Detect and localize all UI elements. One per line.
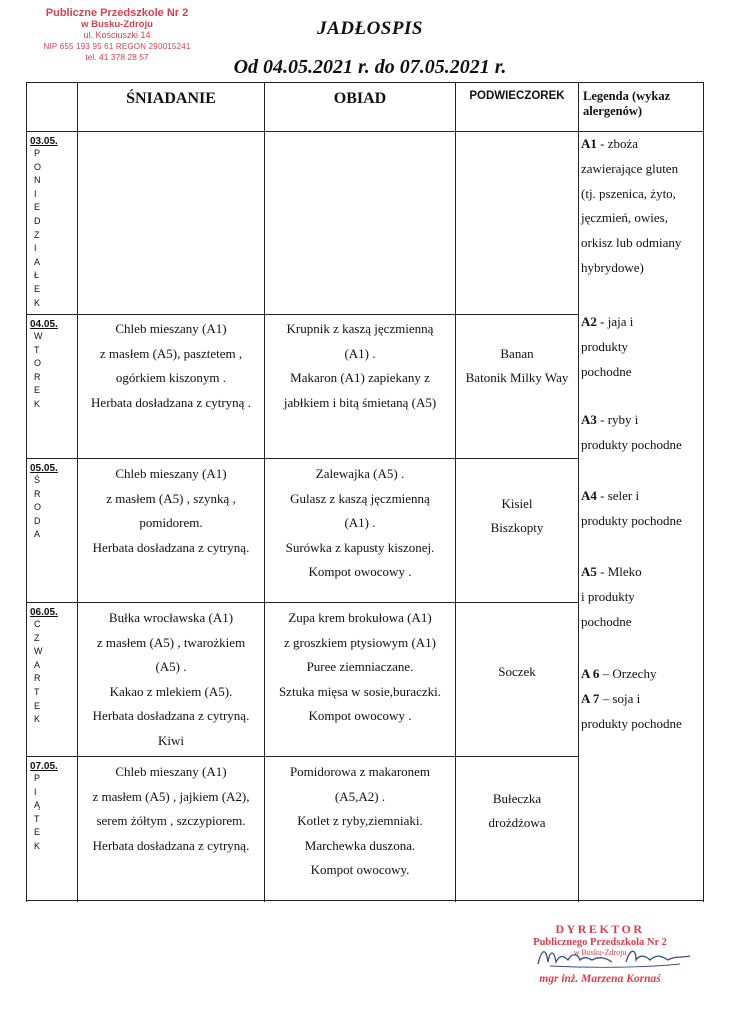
table-border-top [26,82,579,83]
legend-entry: A3 - ryby i produkty pochodne [581,412,682,452]
legend-entry: A 6 – Orzechy [581,666,657,681]
day-label: 06.05. C Z W A R T E K [30,607,70,727]
stamp-line-5: tel. 41 378 28 57 [85,52,149,62]
breakfast-cell: Chleb mieszany (A1) z masłem (A5) , szynką , pomidorem. Herbata dosładzana z cytryną. [92,466,250,555]
legend-entry: A5 - Mleko i produkty pochodne [581,564,642,629]
date-range: Od 04.05.2021 r. do 07.05.2021 r. [233,56,507,78]
stamp-line-3: ul. Kościuszki 14 [83,30,151,40]
day-date: 03.05. [30,136,58,147]
day-date: 07.05. [30,761,58,772]
day-label: 05.05. Ś R O D A [30,463,70,542]
header-lunch: OBIAD [333,90,387,107]
header-legend: Legenda (wykaz alergenów) [583,89,671,118]
handwritten-signature [530,942,700,972]
day-label: 07.05. P I Ą T E K [30,761,70,854]
day-date: 05.05. [30,463,58,474]
day-label: 04.05. W T O R E K [30,319,70,412]
legend-border-top [578,82,704,83]
breakfast-cell: Chleb mieszany (A1) z masłem (A5), pasztetem , ogórkiem kiszonym . Herbata dosładzana z cytryną . [91,321,251,410]
signature-city: w Busku-Zdroju [573,948,627,957]
row-divider [26,756,579,757]
lunch-cell: Pomidorowa z makaronem (A5,A2) . Kotlet z ryby,ziemniaki. Marchewka duszona. Kompot owocowy. [289,764,431,877]
day-date: 04.05. [30,319,58,330]
snack-cell: Soczek [498,664,536,679]
page-title: JADŁOSPIS [317,18,423,39]
row-divider [26,458,579,459]
legend-entry: A 7 – soja i produkty pochodne [581,691,682,731]
stamp-line-1: Publiczne Przedszkole Nr 2 [45,7,189,19]
breakfast-cell: Bułka wrocławska (A1) z masłem (A5) , twarożkiem (A5) . Kakao z mlekiem (A5). Herbata dosładzana z cytryną. Kiwi [92,610,250,748]
column-divider [578,82,579,902]
snack-cell: Kisiel Biszkopty [490,496,544,535]
row-divider [26,314,579,315]
menu-table [26,82,704,902]
day-date: 06.05. [30,607,58,618]
legend-entry: A1 - zboża zawierające gluten (tj. pszenica, żyto, jęczmień, owies, orkisz lub odmiany hybrydowe) [581,136,682,275]
breakfast-cell: Chleb mieszany (A1) z masłem (A5) , jajkiem (A2), serem żółtym , szczypiorem. Herbata dosładzana z cytryną. [92,764,250,853]
stamp-line-4: NIP 655 193 95 61 REGON 290015241 [43,42,191,51]
legend-border-bottom [578,900,704,901]
school-stamp [22,8,212,63]
header-breakfast: ŚNIADANIE [126,90,216,107]
signature-name: mgr inż. Marzena Kornaś [539,973,661,985]
row-divider [26,602,579,603]
table-border-left [26,82,27,902]
table-border-bottom [26,900,579,901]
lunch-cell: Zupa krem brokułowa (A1) z groszkiem ptysiowym (A1) Puree ziemniaczane. Sztuka mięsa w sosie,buraczki. Kompot owocowy . [278,610,442,723]
snack-cell: Banan Batonik Milky Way [465,346,569,385]
lunch-cell: Zalewajka (A5) . Gulasz z kaszą jęczmienną (A1) . Surówka z kapusty kiszonej. Kompot owocowy . [285,466,435,579]
legend-entry: A4 - seler i produkty pochodne [581,488,682,528]
legend-entry: A2 - jaja i produkty pochodne [581,314,634,379]
table-header-divider [26,131,579,132]
stamp-line-2: w Busku-Zdroju [81,19,153,30]
snack-cell: Bułeczka drożdżowa [488,791,546,830]
header-snack: PODWIECZOREK [469,90,565,102]
signature-title: DYREKTOR [555,922,645,936]
day-label: 03.05. P O N I E D Z I A Ł E K [30,136,70,310]
lunch-cell: Krupnik z kaszą jęczmienną (A1) . Makaron (A1) zapiekany z jabłkiem i bitą śmietaną (A5) [283,321,437,410]
legend-border-right [703,82,704,902]
signature-org: Publicznego Przedszkola Nr 2 [533,937,667,948]
